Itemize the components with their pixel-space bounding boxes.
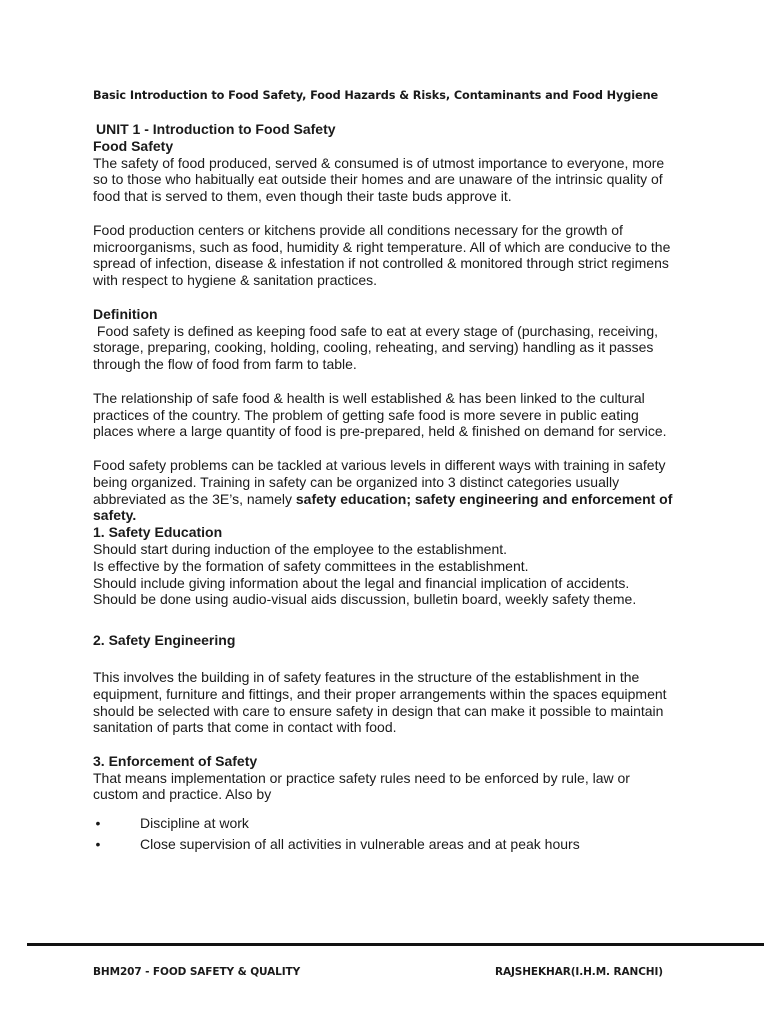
education-line: Should include giving information about the legal and financial implication of accidents. (93, 574, 630, 591)
list-item (93, 815, 678, 836)
engineering-paragraph: This involves the building in of safety features in the structure of the establishment in the equipment, furniture and fittings, and their proper arrangements within the spaces equipment should be selected with care to ensure safety in design that can make it possible to maintain sanitation of parts that come in contact with food. (93, 668, 667, 736)
document-body (93, 121, 678, 857)
education-heading: 1. Safety Education (93, 524, 223, 541)
list-item-text: Discipline at work (140, 815, 249, 832)
relationship-paragraph: The relationship of safe food & health is well established & has been linked to the cultural practices of the country. The problem of getting safe food is more severe in public eating places where a large quantity of food is pre-prepared, held & finished on demand for service. (93, 389, 667, 440)
education-line: Should start during induction of the employee to the establishment. (93, 540, 508, 557)
list-item-text: Close supervision of all activities in vulnerable areas and at peak hours (140, 836, 580, 853)
footer-divider (27, 943, 764, 946)
footer-author: RAJSHEKHAR(I.H.M. RANCHI) (494, 966, 663, 978)
problems-bold-text: safety education; safety engineering and enforcement of safety. (93, 490, 673, 524)
list-item (93, 836, 678, 857)
bullet-icon: • (95, 815, 101, 832)
problems-paragraph (93, 457, 678, 524)
engineering-heading: 2. Safety Engineering (93, 632, 236, 649)
education-line: Should be done using audio-visual aids discussion, bulletin board, weekly safety theme. (93, 591, 637, 608)
definition-paragraph: Food safety is defined as keeping food safe to eat at every stage of (purchasing, receiving, storage, preparing, cooking, holding, cooling, reheating, and serving) handling as it passes through the flow of food from farm to table. (93, 322, 662, 373)
bullet-icon: • (95, 836, 101, 853)
page-footer (93, 966, 663, 978)
enforcement-bullet-list (93, 815, 678, 857)
problems-text: Food safety problems can be tackled at various levels in different ways with training in safety being organized. Training in safety can be organized into 3 distinct categories usually abbreviated as the 3E’s, namely (93, 456, 666, 507)
production-paragraph: Food production centers or kitchens provide all conditions necessary for the growth of microorganisms, such as food, humidity & right temperature. All of which are conducive to the spread of infection, disease & infestation if not controlled & monitored through strict regimens with respect to hygiene & sanitation practices. (93, 221, 671, 289)
unit-heading: UNIT 1 - Introduction to Food Safety (96, 121, 336, 137)
food-safety-heading: Food Safety (93, 137, 174, 154)
definition-heading: Definition (93, 305, 158, 322)
intro-paragraph: The safety of food produced, served & consumed is of utmost importance to everyone, more so to those who habitually eat outside their homes and are unaware of the intrinsic quality of food that is served to them, even though their taste buds approve it. (93, 154, 665, 205)
enforcement-heading: 3. Enforcement of Safety (93, 752, 258, 769)
document-title: Basic Introduction to Food Safety, Food Hazards & Risks, Contaminants and Food Hygiene (93, 89, 659, 102)
education-line: Is effective by the formation of safety committees in the establishment. (93, 557, 529, 574)
enforcement-paragraph: That means implementation or practice safety rules need to be enforced by rule, law or custom and practice. Also by (93, 769, 630, 803)
footer-course: BHM207 - FOOD SAFETY & QUALITY (93, 966, 301, 978)
